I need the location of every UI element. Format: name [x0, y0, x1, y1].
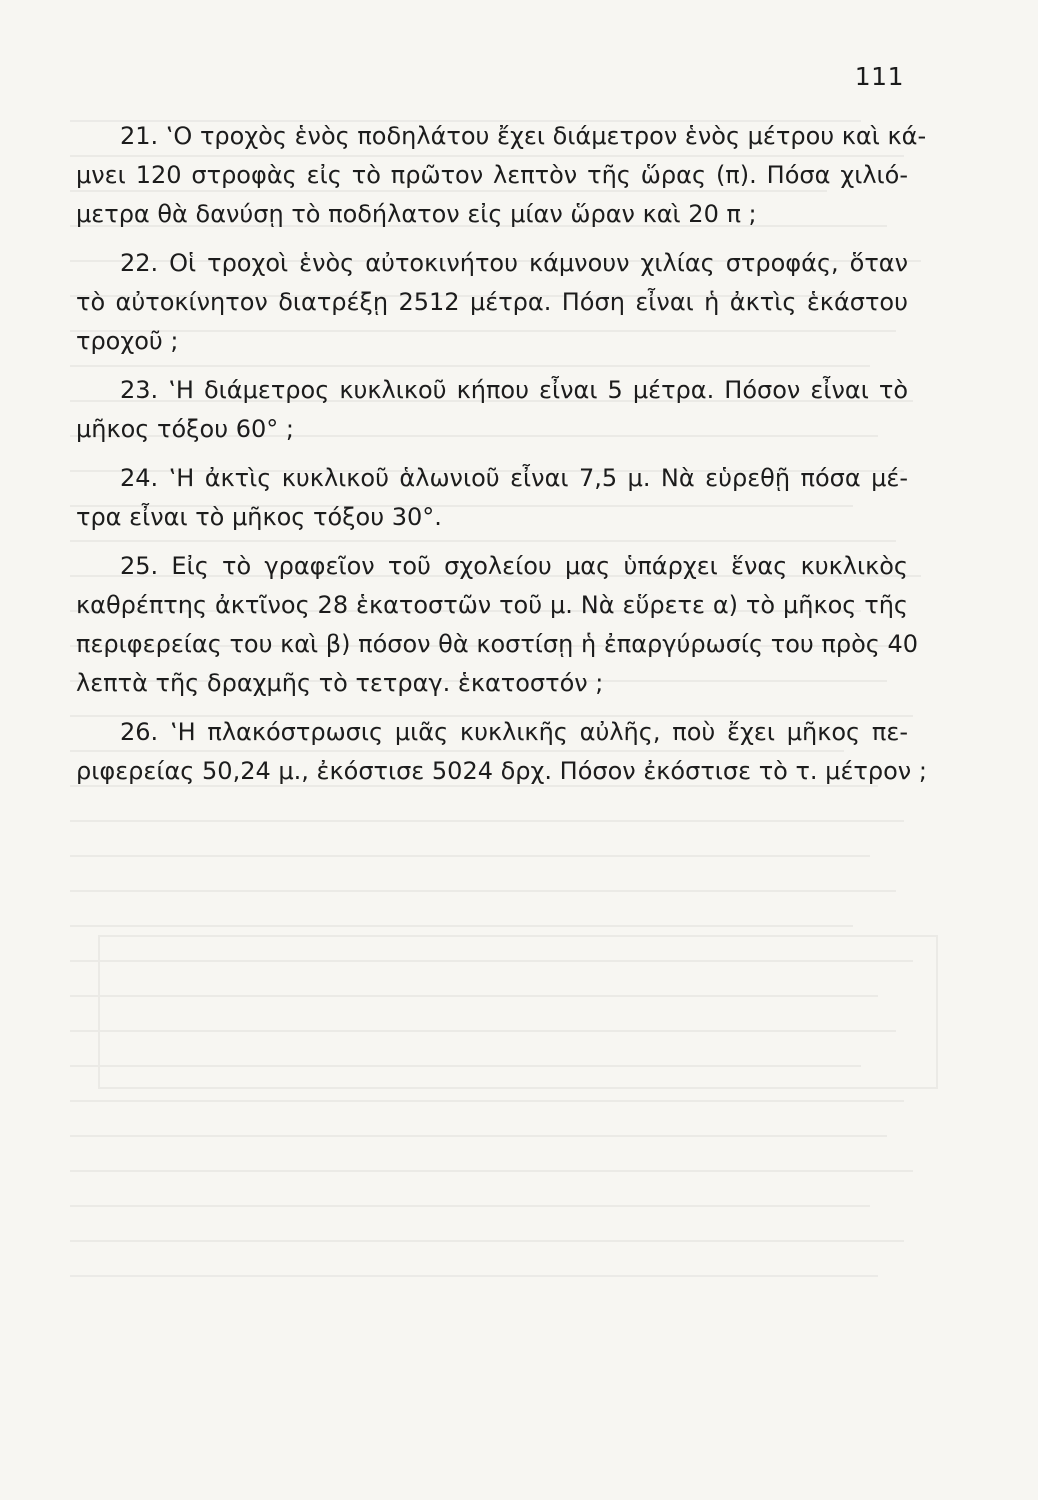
problem-24 [76, 459, 908, 537]
problem-21 [76, 117, 927, 234]
problem-list [76, 117, 927, 801]
problem-line: περιφερείας του καὶ β) πόσον θὰ κοστίσῃ ἡ ἐπαργύρωσίς του πρὸς 40 [76, 630, 919, 658]
problem-line: μετρα θὰ δανύσῃ τὸ ποδήλατον εἰς μίαν ὥραν καὶ 20 π ; [76, 200, 757, 228]
problem-line: τροχοῦ ; [76, 327, 179, 355]
problem-line: 21. ‛Ο τροχὸς ἑνὸς ποδηλάτου ἔχει διάμετρον ἑνὸς μέτρου καὶ κά- [120, 122, 927, 150]
problem-line: τὸ αὐτοκίνητον διατρέξῃ 2512 μέτρα. Πόση εἶναι ἡ ἀκτὶς ἑκάστου [76, 288, 908, 316]
problem-line: 23. ‛Η διάμετρος κυκλικοῦ κήπου εἶναι 5 μέτρα. Πόσον εἶναι τὸ [120, 376, 908, 404]
problem-line: 25. Εἰς τὸ γραφεῖον τοῦ σχολείου μας ὑπάρχει ἕνας κυκλικὸς [120, 552, 908, 580]
problem-23 [76, 371, 908, 449]
problem-line: 22. Οἱ τροχοὶ ἑνὸς αὐτοκινήτου κάμνουν χιλίας στροφάς, ὅταν [120, 249, 908, 277]
problem-line: λεπτὰ τῆς δραχμῆς τὸ τετραγ. ἑκατοστόν ; [76, 669, 604, 697]
problem-line: ριφερείας 50,24 μ., ἐκόστισε 5024 δρχ. Πόσον ἐκόστισε τὸ τ. μέτρον ; [76, 757, 927, 785]
problem-line: μῆκος τόξου 60° ; [76, 415, 294, 443]
problem-line: τρα εἶναι τὸ μῆκος τόξου 30°. [76, 503, 442, 531]
page-number: 111 [854, 62, 904, 91]
problem-line: 26. ‛Η πλακόστρωσις μιᾶς κυκλικῆς αὐλῆς, ποὺ ἔχει μῆκος πε- [120, 718, 908, 746]
problem-22 [76, 244, 908, 361]
problem-26 [76, 713, 927, 791]
problem-line: καθρέπτης ἀκτῖνος 28 ἑκατοστῶν τοῦ μ. Νὰ εὕρετε α) τὸ μῆκος τῆς [76, 591, 908, 619]
problem-line: μνει 120 στροφὰς εἰς τὸ πρῶτον λεπτὸν τῆς ὥρας (π). Πόσα χιλιό- [76, 161, 908, 189]
problem-25 [76, 547, 919, 703]
problem-line: 24. ‛Η ἀκτὶς κυκλικοῦ ἁλωνιοῦ εἶναι 7,5 μ. Νὰ εὑρεθῇ πόσα μέ- [120, 464, 908, 492]
